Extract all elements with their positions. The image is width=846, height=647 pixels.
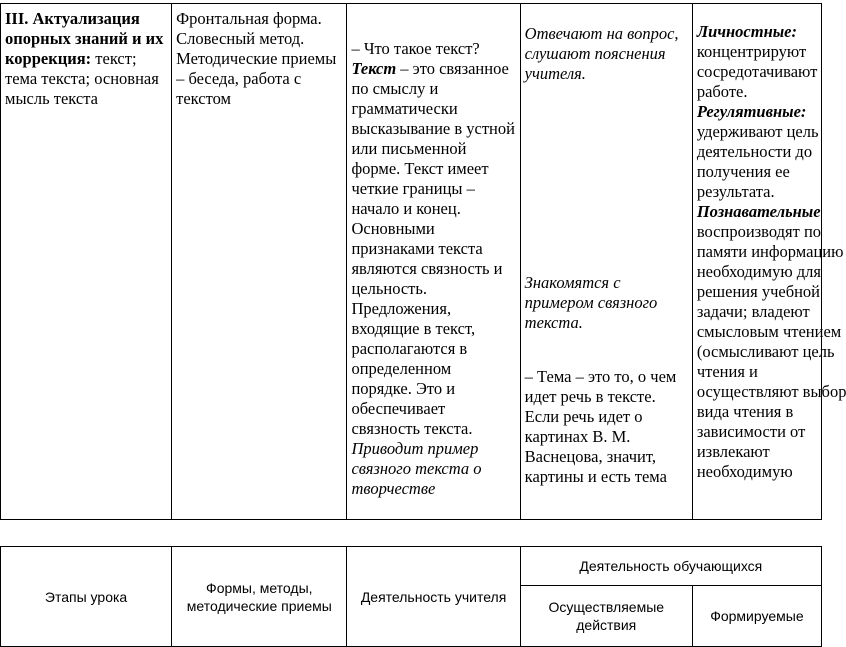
- stage-description: текст; тема текста; основная мысль текста: [5, 49, 159, 108]
- header-students: Деятельность обучающихся: [520, 547, 821, 586]
- header-forms: Формы, методы, методические приемы: [172, 547, 347, 647]
- cognitive-line: памяти информацию: [696, 242, 844, 261]
- cognitive-line: осуществляют выбор: [696, 382, 846, 401]
- cognitive-line: смысловым чтением: [696, 322, 842, 341]
- stage-cell: [1, 4, 172, 520]
- text-term: Текст: [351, 59, 397, 78]
- cognitive-line: (осмысливают цель: [696, 342, 835, 361]
- regulatory-line: удерживают цель: [696, 122, 819, 141]
- table-row: [1, 4, 822, 520]
- header-stages: Этапы урока: [1, 547, 172, 647]
- uud-cell: [692, 4, 846, 520]
- cognitive-line: чтения и: [696, 362, 758, 381]
- regulatory-label: Регулятивные:: [696, 102, 807, 121]
- cognitive-line: необходимую: [696, 462, 793, 481]
- regulatory-line: получения ее: [696, 162, 790, 181]
- regulatory-line: деятельности до: [696, 142, 813, 161]
- personal-label: Личностные:: [696, 22, 797, 41]
- teacher-activity-cell: [347, 4, 520, 520]
- forms-text: Фронтальная форма. Словесный метод. Методические приемы – беседа, работа с текстом: [176, 9, 337, 108]
- cognitive-line: необходимую для: [696, 262, 821, 281]
- header-table: [0, 546, 822, 647]
- student-theme: – Тема – это то, о чем идет речь в тексте. Если речь идет о картинах В. М. Васнецова, значит, картины и есть тема: [524, 367, 677, 486]
- header-teacher: Деятельность учителя: [347, 547, 520, 647]
- regulatory-line: результата.: [696, 182, 775, 201]
- header-actions: Осуществляемые действия: [520, 586, 692, 647]
- cognitive-label: Познавательные: [696, 202, 821, 221]
- personal-line: работе.: [696, 82, 748, 101]
- teacher-example: Приводит пример связного текста о творчестве: [351, 439, 482, 498]
- student-example: Знакомятся с примером связного текста.: [524, 273, 658, 332]
- forms-cell: [172, 4, 347, 520]
- personal-line: сосредотачивают: [696, 62, 818, 81]
- student-answer: Отвечают на вопрос, слушают пояснения учителя.: [524, 24, 679, 83]
- cognitive-line: решения учебной: [696, 282, 820, 301]
- cognitive-line: зависимости от: [696, 422, 806, 441]
- table-row: [1, 547, 822, 586]
- personal-line: концентрируют: [696, 42, 807, 61]
- teacher-question: – Что такое текст?: [351, 39, 480, 58]
- cognitive-line: задачи; владеют: [696, 302, 810, 321]
- cognitive-line: вида чтения в: [696, 402, 794, 421]
- header-formed: Формируемые: [692, 586, 821, 647]
- student-actions-cell: [520, 4, 692, 520]
- lesson-stage-table: [0, 3, 846, 520]
- text-definition: – это связанное по смыслу и грамматически высказывание в устной или письменной форме. Текст имеет четкие границы – начало и конец. Основными признаками текста являются связность и цельность. Предложения, входящие в текст, располагаются в определенном порядке. Это и обеспечивает связность текста.: [351, 59, 515, 438]
- cognitive-line: воспроизводят по: [696, 222, 822, 241]
- stage-title: III. Актуализация опорных знаний и их коррекция:: [5, 9, 164, 68]
- cognitive-line: извлекают: [696, 442, 770, 461]
